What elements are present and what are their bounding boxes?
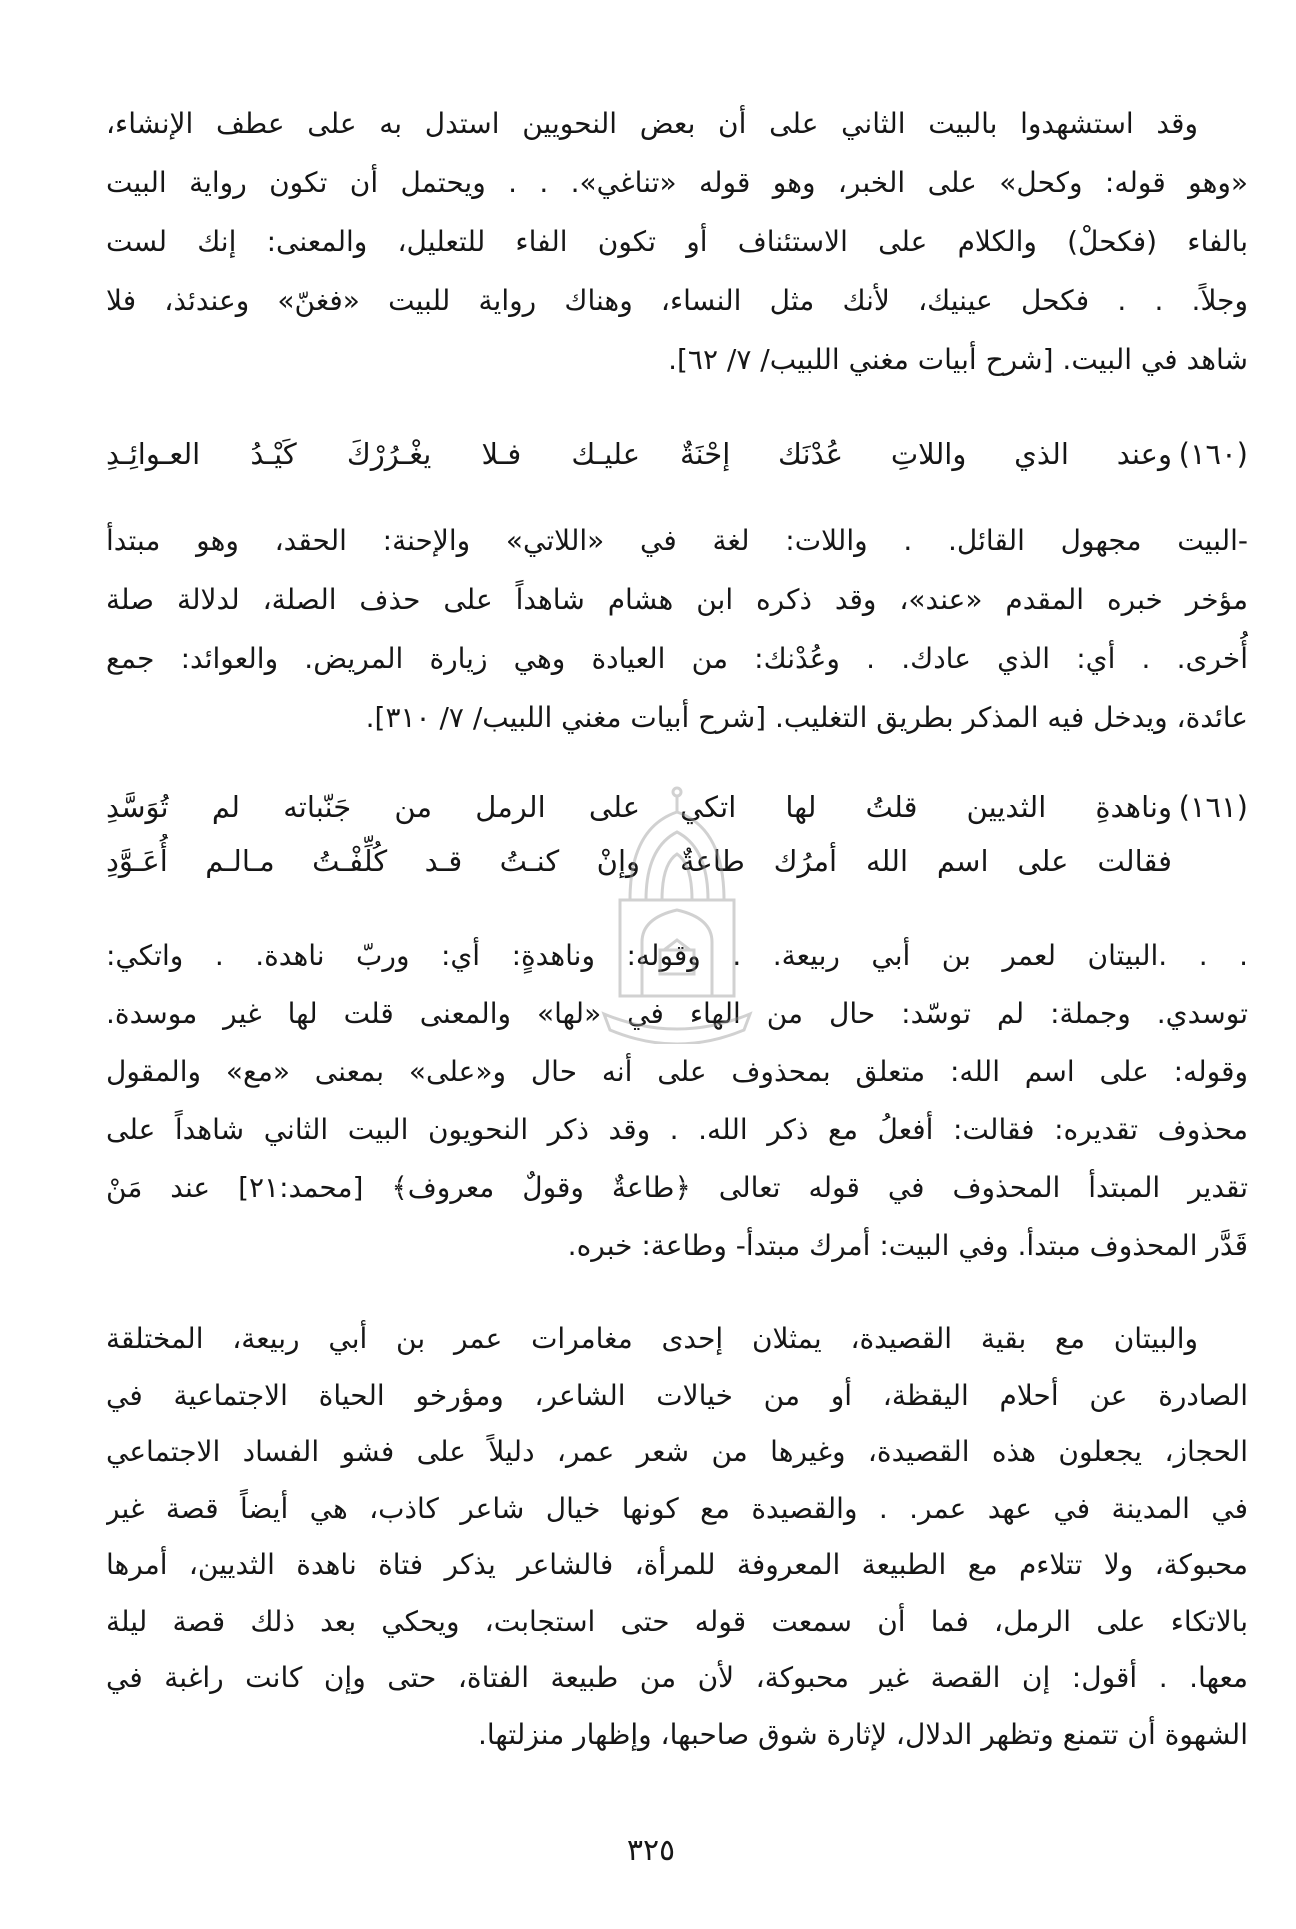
- text-line: وجلاً. . . فكحل عينيك، لأنك مثل النساء، وهناك رواية للبيت «فغنّ» وعندئذ، فلا: [106, 284, 1248, 317]
- text-line: محبوكة، ولا تتلاءم مع الطبيعة المعروفة للمرأة، فالشاعر يذكر فتاة ناهدة الثديين، أمرها: [106, 1548, 1248, 1581]
- text-line: -البيت مجهول القائل. . واللات: لغة في «اللاتي» والإحنة: الحقد، وهو مبتدأ: [106, 524, 1248, 557]
- text-line: أُخرى. . أي: الذي عادك. . وعُدْنك: من العيادة وهي زيارة المريض. والعوائد: جمع: [106, 642, 1248, 675]
- text-line: وقوله: على اسم الله: متعلق بمحذوف على أنه حال و«على» بمعنى «مع» والمقول: [106, 1055, 1248, 1088]
- mosque-dome-logo-icon: [600, 782, 754, 1044]
- text-line: الشهوة أن تتمنع وتظهر الدلال، لإثارة شوق صاحبها، وإظهار منزلتها.: [478, 1717, 1248, 1751]
- verse-number: (١٦٠): [1178, 437, 1248, 471]
- text-line: الصادرة عن أحلام اليقظة، أو من خيالات الشاعر، ومؤرخو الحياة الاجتماعية في: [106, 1378, 1248, 1412]
- paragraph-2: [106, 511, 1248, 747]
- verse-first-hemistich: وعند الذي واللاتِ عُدْنَك إحْنَةٌ: [680, 437, 1172, 471]
- text-line: تقدير المبتدأ المحذوف في قوله تعالى ﴿طاعةٌ وقولٌ معروف﴾ [محمد:٢١] عند مَنْ: [106, 1171, 1248, 1204]
- text-line: توسدي. وجملة: لم توسّد: حال من الهاء في «لها» والمعنى قلت لها غير موسدة.: [106, 997, 1248, 1030]
- text-line: معها. . أقول: إن القصة غير محبوكة، لأن من طبيعة الفتاة، حتى وإن كانت راغبة في: [106, 1661, 1248, 1694]
- verse-second-hemistich: عليـك فـلا يغْـرُرْكَ كَيْـدُ العـوائِـدِ: [106, 437, 640, 471]
- page-number: ٣٢٥: [626, 1833, 676, 1868]
- verse-first-hemistich: وناهدةِ الثديين قلتُ لها اتكي: [680, 790, 1172, 824]
- verse-number: (١٦١): [1178, 790, 1248, 824]
- paragraph-4: [106, 1311, 1248, 1763]
- text-line: شاهد في البيت. [شرح أبيات مغني اللبيب/ ٧/ ٦٢].: [668, 343, 1248, 376]
- verse-second-hemistich: وإنْ كنـتُ قـد كُلِّفْـتُ مـالـم أُعَـوَّدِ: [106, 844, 640, 878]
- text-line: الحجاز، يجعلون هذه القصيدة، وغيرها من شعر عمر، دليلاً على فشو الفساد الاجتماعي: [106, 1435, 1248, 1468]
- text-line: قَدَّر المحذوف مبتدأ. وفي البيت: أمرك مبتدأ- وطاعة: خبره.: [567, 1229, 1248, 1262]
- paragraph-1: [106, 94, 1248, 389]
- text-line: بالفاء (فكحلْ) والكلام على الاستئناف أو تكون الفاء للتعليل، والمعنى: إنك لست: [106, 225, 1248, 258]
- text-line: والبيتان مع بقية القصيدة، يمثلان إحدى مغامرات عمر بن أبي ربيعة، المختلقة: [106, 1322, 1198, 1355]
- verse-160: [106, 425, 1248, 484]
- text-line: «وهو قوله: وكحل» على الخبر، وهو قوله «تناغي». . . ويحتمل أن تكون رواية البيت: [106, 166, 1248, 199]
- verse-first-hemistich: فقالت على اسم الله أمرُك طاعةٌ: [680, 844, 1172, 878]
- text-line: محذوف تقديره: فقالت: أفعلُ مع ذكر الله. . وقد ذكر النحويون البيت الثاني شاهداً على: [106, 1113, 1248, 1146]
- text-line: مؤخر خبره المقدم «عند»، وقد ذكره ابن هشام شاهداً على حذف الصلة، لدلالة صلة: [106, 583, 1248, 616]
- text-line: وقد استشهدوا بالبيت الثاني على أن بعض النحويين استدل به على عطف الإنشاء،: [106, 107, 1198, 140]
- text-line: بالاتكاء على الرمل، فما أن سمعت قوله حتى استجابت، ويحكي بعد ذلك قصة ليلة: [106, 1604, 1248, 1638]
- verse-second-hemistich: على الرمل من جَنّباته لم تُوَسَّدِ: [106, 790, 640, 824]
- text-line: في المدينة في عهد عمر. . والقصيدة مع كونها خيال شاعر كاذب، هي أيضاً قصة غير: [106, 1491, 1248, 1525]
- verse-line: [106, 425, 1248, 484]
- text-line: . . .البيتان لعمر بن أبي ربيعة. . وقوله: وناهدةٍ: أي: وربّ ناهدة. . واتكي:: [106, 939, 1248, 972]
- text-line: عائدة، ويدخل فيه المذكر بطريق التغليب. [شرح أبيات مغني اللبيب/ ٧/ ٣١٠].: [365, 701, 1248, 734]
